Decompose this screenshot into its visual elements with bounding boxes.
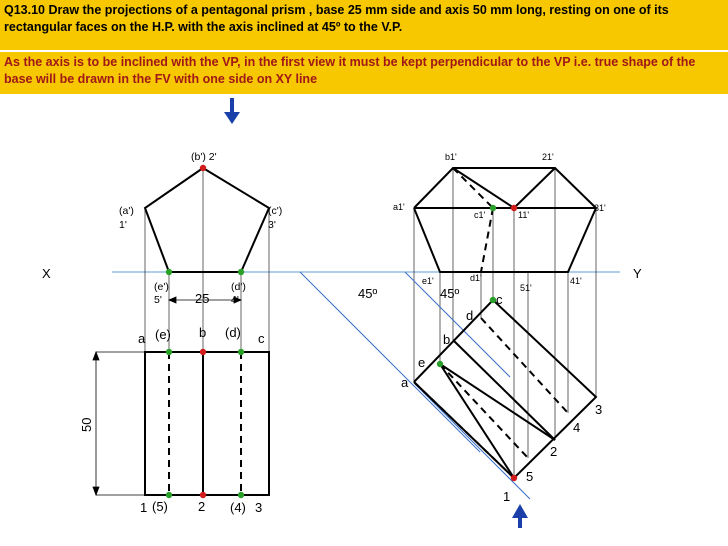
tv1-dim-label: 50 [79,417,94,432]
fv1-label-c2: 3' [268,219,276,231]
tv1-label-4: (4) [230,500,246,515]
fv2-label-41: 41' [570,276,582,286]
tv2-label-b: b [443,332,451,347]
fv1-pentagon [145,168,269,272]
fv2-label-31: 31' [594,203,606,213]
fv1-point-b [200,165,206,171]
fv2-projector-lines [414,168,596,478]
tv1-point-d-top [238,349,244,355]
tv1-point-5-bottom [166,492,172,498]
fv1-label-d2: 4' [231,294,239,306]
tv1-point-4-bottom [238,492,244,498]
arrow-up-icon [512,504,528,528]
fv2-point-c1 [490,205,496,211]
note-text: As the axis is to be inclined with the VP, in the first view it must be kept perpendicular to the VP i.e. true shape of the base will be drawn in the FV with one side on XY line [4,55,696,86]
tv1-label-5: (5) [152,499,168,514]
fv1-dim-label: 25 [195,291,210,306]
fv1-label-b: (b') 2' [191,151,217,163]
tv1-label-a: a [138,331,146,346]
fv2-label-51: 51' [520,283,532,293]
tv2-edges [453,340,555,440]
angle-label-right: 45º [440,286,460,301]
tv1-point-2-bottom [200,492,206,498]
tv1-point-b-top [200,349,206,355]
fv1-label-e1: (e') [154,281,169,293]
x-label: X [42,266,51,281]
fv2-label-a1: a1' [393,202,405,212]
tv2-point-1 [511,475,517,481]
fv2-label-11: 11' [518,210,530,220]
fv2-label-b1: b1' [445,152,457,162]
fv2-label-21: 21' [542,152,554,162]
fv1-label-d1: (d') [231,281,246,293]
tv1-label-e: (e) [155,327,171,342]
fv1-point-d [238,269,244,275]
tv2-label-a: a [401,375,409,390]
tv1-label-1: 1 [140,500,148,515]
tv1-rectangle [145,352,269,495]
tv2-label-e: e [418,355,426,370]
fv2-point-11 [511,205,517,211]
fv1-label-c1: (c') [268,205,283,217]
tv2-label-5: 5 [526,469,534,484]
fv1-label-a2: 1' [119,219,127,231]
tv1-label-2: 2 [198,499,206,514]
fv2-outline [414,168,596,272]
fv2-label-c1: c1' [474,210,486,220]
tv1-label-3: 3 [255,500,263,515]
tv2-label-d: d [466,308,474,323]
tv1-point-e-top [166,349,172,355]
y-label: Y [633,266,642,281]
question-text: Q13.10 Draw the projections of a pentagonal prism , base 25 mm side and axis 50 mm long, resting on one of its rectangular faces on the H.P. with the axis inclined at 45º to the V.P. [4,3,669,34]
fv2-label-e1: e1' [422,276,434,286]
tv2-label-c: c [496,292,503,307]
tv2-outline [414,300,596,478]
tv2-label-1: 1 [503,489,511,504]
fv1-point-e [166,269,172,275]
tv2-point-e [437,361,443,367]
tv1-label-c: c [258,331,265,346]
arrow-down-icon [224,98,240,124]
fv1-label-a1: (a') [119,205,134,217]
tv1-dimension-50 [93,352,145,495]
angle-label-left: 45º [358,286,378,301]
fv2-label-d1: d1' [470,273,482,283]
fv1-label-e2: 5' [154,294,162,306]
tv1-label-d: (d) [225,325,241,340]
tv2-label-3: 3 [595,402,603,417]
tv2-point-c [490,297,496,303]
tv1-label-b: b [199,325,207,340]
tv2-label-2: 2 [550,444,558,459]
tv2-label-4: 4 [573,420,581,435]
